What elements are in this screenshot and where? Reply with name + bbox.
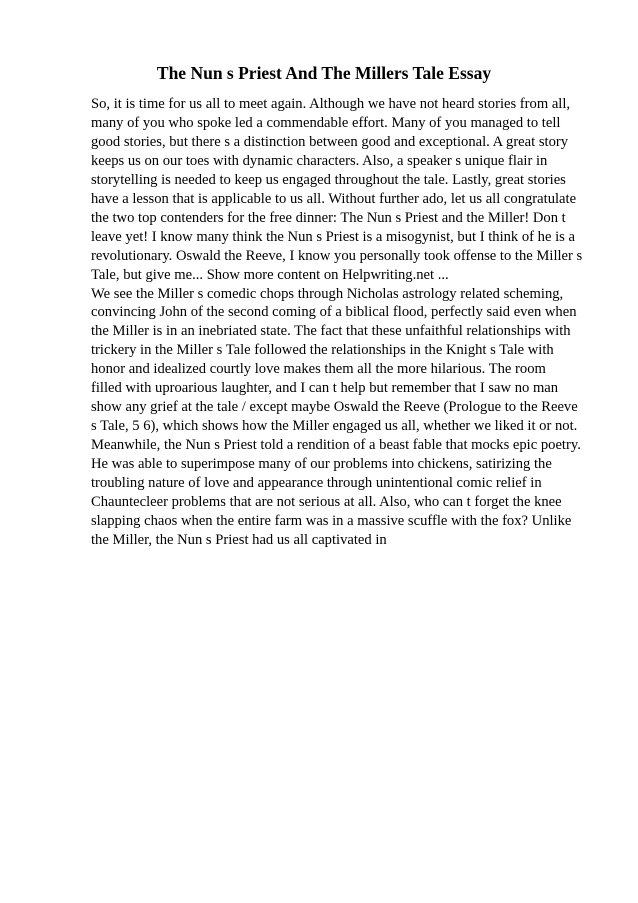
essay-line: filled with uproarious laughter, and I can t help but remember that I saw no man xyxy=(91,380,559,397)
essay-line: We see the Miller s comedic chops through Nicholas astrology related scheming, xyxy=(91,285,564,302)
essay-line: the Miller, the Nun s Priest had us all captivated in xyxy=(91,531,387,548)
essay-line: So, it is time for us all to meet again. Although we have not heard stories from all, xyxy=(91,96,571,112)
essay-line: leave yet! I know many think the Nun s Priest is a misogynist, but I think of he is a xyxy=(91,228,575,245)
essay-body xyxy=(91,95,611,550)
essay-line: keeps us on our toes with dynamic characters. Also, a speaker s unique flair in xyxy=(91,152,548,169)
essay-line: Tale, but give me... Show more content on Helpwriting.net ... xyxy=(91,266,449,283)
essay-line: have a lesson that is applicable to us all. Without further ado, let us all congratulate xyxy=(91,190,577,207)
essay-line: the two top contenders for the free dinner: The Nun s Priest and the Miller! Don t xyxy=(91,209,566,226)
essay-title: The Nun s Priest And The Millers Tale Essay xyxy=(156,63,492,83)
essay-line: s Tale, 5 6), which shows how the Miller engaged us all, whether we liked it or not. xyxy=(91,418,578,435)
essay-line: show any grief at the tale / except maybe Oswald the Reeve (Prologue to the Reeve xyxy=(91,399,578,416)
essay-line: troubling nature of love and appearance through unintentional comic relief in xyxy=(91,475,542,492)
essay-line: Chauntecleer problems that are not serious at all. Also, who can t forget the knee xyxy=(91,494,562,511)
essay-line: trickery in the Miller s Tale followed the relationships in the Knight s Tale with xyxy=(91,342,554,359)
essay-line: many of you who spoke led a commendable effort. Many of you managed to tell xyxy=(91,114,561,131)
essay-line: convincing John of the second coming of a biblical flood, perfectly said even when xyxy=(91,304,577,321)
essay-line: Meanwhile, the Nun s Priest told a rendition of a beast fable that mocks epic poetry. xyxy=(91,437,581,454)
essay-line: honor and idealized courtly love makes them all the more hilarious. The room xyxy=(91,361,546,378)
essay-line: slapping chaos when the entire farm was in a massive scuffle with the fox? Unlike xyxy=(91,512,572,529)
essay-line: revolutionary. Oswald the Reeve, I know you personally took offense to the Miller s xyxy=(91,247,583,264)
essay-line: storytelling is needed to keep us engaged throughout the tale. Lastly, great stories xyxy=(91,171,566,188)
essay-line: He was able to superimpose many of our problems into chickens, satirizing the xyxy=(91,456,552,473)
essay-line: the Miller is in an inebriated state. The fact that these unfaithful relationships with xyxy=(91,323,571,340)
essay-line: good stories, but there s a distinction between good and exceptional. A great story xyxy=(91,133,569,150)
